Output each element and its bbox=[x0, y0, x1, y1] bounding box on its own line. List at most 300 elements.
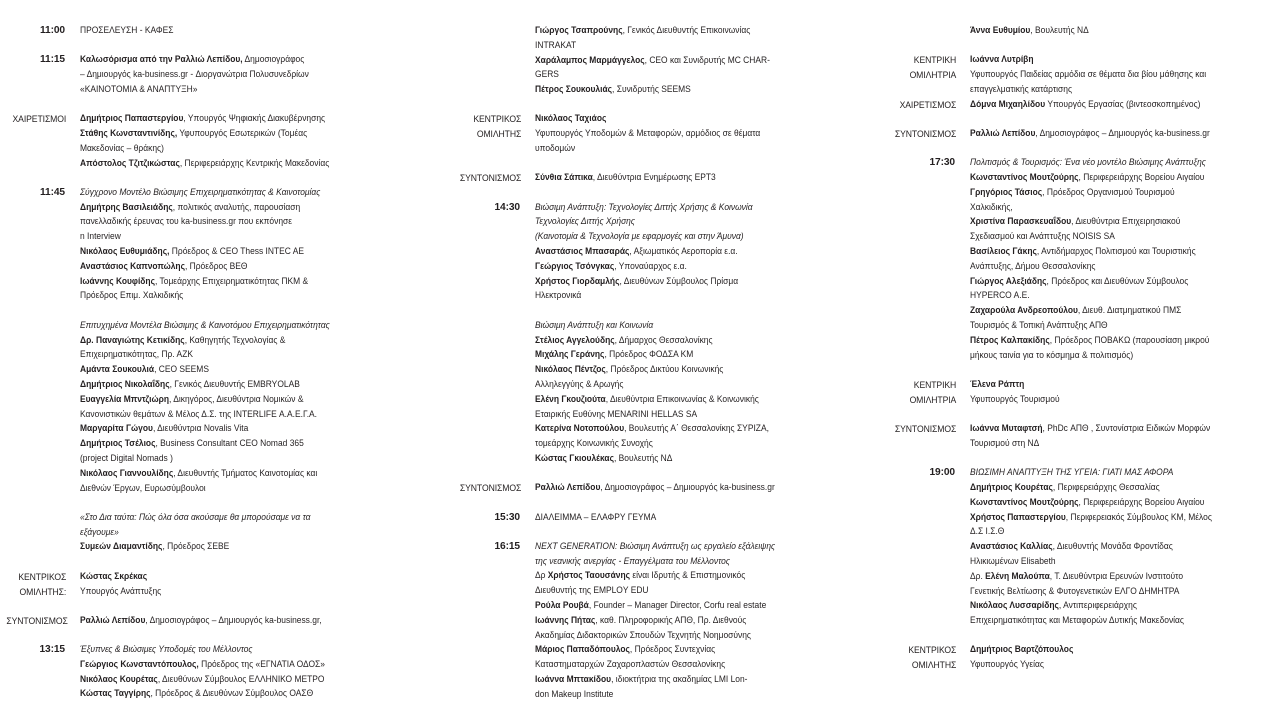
session-content bbox=[535, 319, 865, 467]
speaker-name: Μαργαρίτα Γώγου bbox=[80, 423, 153, 435]
speaker-title: , Πρόεδρος & Διευθύνων Σύμβουλος ΟΑΣΘ bbox=[150, 688, 314, 700]
speaker-name: Γεώργιος Τσόνγκας bbox=[535, 260, 615, 272]
speaker-title: , Πρόεδρος Δικτύου Κοινωνικής bbox=[605, 364, 724, 376]
session-line bbox=[80, 112, 397, 127]
speaker-name: Ραλλιώ Λεπίδου bbox=[80, 614, 146, 626]
speaker-title: Υπουργός Εργασίας (βιντεοσκοπημένος) bbox=[1045, 98, 1201, 110]
speaker-title: , Περιφερειάρχης Βορείου Αιγαίου bbox=[1078, 172, 1205, 184]
speaker-title: Χαλκιδικής, bbox=[970, 201, 1013, 213]
session-line bbox=[970, 643, 1227, 658]
speaker-title: , Διευθύντρια Ενημέρωσης ΕΡΤ3 bbox=[592, 172, 716, 184]
session-line bbox=[970, 525, 1227, 540]
speaker-name: Δημήτρης Βασιλειάδης bbox=[80, 201, 173, 213]
session-line bbox=[535, 629, 825, 644]
session-line bbox=[80, 511, 397, 526]
speaker-title: Επιχειρηματικότητας, Πρ. ΑΖΚ bbox=[80, 349, 193, 361]
session-topic: Πολιτισμός & Τουρισμός: Ένα νέο μοντέλο Βιώσιμης Ανάπτυξης bbox=[970, 157, 1206, 169]
speaker-title: , Διευθύνων Σύμβουλος ΕΛΛΗΝΙΚΟ ΜΕΤΡΟ bbox=[157, 673, 325, 685]
session-role-label bbox=[887, 24, 970, 39]
session-line bbox=[970, 466, 1227, 481]
session-role-label: ΣΥΝΤΟΝΙΣΜΟΣ bbox=[894, 423, 957, 435]
speaker-name: Μάριος Παπαδόπουλος bbox=[535, 644, 630, 656]
session-line bbox=[535, 275, 825, 290]
session-line bbox=[970, 186, 1227, 201]
session-content bbox=[535, 24, 865, 98]
speaker-title: , Πρόεδρος Οργανισμού Τουρισμού bbox=[1042, 186, 1175, 198]
session-line bbox=[970, 614, 1227, 629]
agenda-column-1 bbox=[0, 24, 440, 717]
agenda-session bbox=[0, 186, 440, 304]
speaker-name: Νικόλαος Λυσσαρίδης bbox=[970, 600, 1059, 612]
session-role-label: ΚΕΝΤΡΙΚΟΣ ΟΜΙΛΗΤΗΣ bbox=[908, 644, 957, 671]
speaker-name: Νικόλαος Ευθυμιάδης, bbox=[80, 246, 170, 258]
session-line bbox=[535, 334, 825, 349]
speaker-name: Ιωάννα Μυταφτσή bbox=[970, 423, 1043, 435]
speaker-title: , Διευθύντρια Επιχειρησιακού bbox=[1071, 216, 1181, 228]
session-line bbox=[970, 540, 1227, 555]
speaker-name: Χρήστος Παπαστεργίου bbox=[970, 511, 1066, 523]
speaker-title: «ΚΑΙΝΟΤΟΜΙΑ & ΑΝΑΠΤΥΞΗ» bbox=[80, 83, 198, 95]
session-line bbox=[535, 289, 825, 304]
session-line bbox=[535, 555, 825, 570]
session-role-label: ΣΥΝΤΟΝΙΣΜΟΣ bbox=[459, 172, 522, 184]
speaker-title: , Business Consultant CEO Nomad 365 bbox=[155, 438, 304, 450]
session-content bbox=[970, 127, 1262, 142]
speaker-name: Νικόλαος Γιαννουλίδης bbox=[80, 467, 174, 479]
session-line bbox=[970, 422, 1227, 437]
agenda-session bbox=[445, 540, 865, 703]
speaker-title: – Δημιουργός ka-business.gr - Διοργανώτρια Πολυσυνεδρίων bbox=[80, 69, 309, 81]
session-time: 14:30 bbox=[494, 201, 520, 213]
speaker-title: , Υποναύαρχος ε.α. bbox=[614, 260, 687, 272]
speaker-title: , ιδιοκτήτρια της ακαδημίας LMI Lon- bbox=[611, 673, 748, 685]
session-line bbox=[970, 496, 1227, 511]
session-topic: «Στο Δια ταύτα: Πώς όλα όσα ακούσαμε θα μπορούσαμε να τα bbox=[80, 511, 311, 523]
speaker-name: Ελένη Μαλούπα bbox=[985, 570, 1050, 582]
speaker-title: , Γενικός Διευθυντής EMBRYOLAB bbox=[169, 378, 300, 390]
agenda-session bbox=[445, 112, 865, 156]
session-line bbox=[970, 83, 1227, 98]
agenda-session bbox=[0, 319, 440, 497]
session-content bbox=[80, 643, 440, 702]
session-line bbox=[970, 585, 1227, 600]
session-role-label bbox=[452, 319, 535, 467]
speaker-name: Κωνσταντίνος Μουτζούρης bbox=[970, 496, 1079, 508]
speaker-title: Ηλικιωμένων Elisabeth bbox=[970, 555, 1056, 567]
session-line bbox=[535, 142, 825, 157]
session-line bbox=[970, 53, 1227, 68]
speaker-title: Υφυπουργός Υποδομών & Μεταφορών, αρμόδιος σε θέματα bbox=[535, 128, 761, 140]
session-line bbox=[80, 142, 397, 157]
agenda-session bbox=[445, 201, 865, 305]
speaker-name: Κώστας Σκρέκας bbox=[80, 570, 148, 582]
session-line bbox=[80, 319, 397, 334]
agenda-session bbox=[880, 643, 1262, 673]
session-line bbox=[80, 289, 397, 304]
speaker-title: n Interview bbox=[80, 231, 121, 243]
session-line bbox=[535, 230, 825, 245]
speaker-name: Αμάντα Σουκουλιά bbox=[80, 364, 155, 376]
speaker-title: , Τ. Διευθύντρια Ερευνών Ινστιτούτο bbox=[1049, 570, 1184, 582]
speaker-title: , Διευθύντρια Novalis Vita bbox=[152, 423, 249, 435]
speaker-title: , Βουλευτής Α΄ Θεσσαλονίκης ΣΥΡΙΖΑ, bbox=[624, 423, 769, 435]
session-line bbox=[535, 319, 825, 334]
session-line bbox=[970, 349, 1227, 364]
speaker-name: Γιώργος Τσαπρούνης bbox=[535, 25, 623, 36]
session-line bbox=[80, 467, 397, 482]
session-content bbox=[80, 53, 440, 97]
speaker-title: Δρ. bbox=[970, 570, 986, 582]
agenda-column-2 bbox=[445, 24, 865, 717]
session-line bbox=[80, 614, 397, 629]
speaker-title: , Δημοσιογράφος – Δημιουργός ka-business.gr bbox=[600, 482, 775, 494]
speaker-title: , Υπουργός Ψηφιακής Διακυβέρνησης bbox=[183, 113, 326, 125]
session-role-label: ΣΥΝΤΟΝΙΣΜΟΣ bbox=[459, 482, 522, 494]
session-line bbox=[535, 54, 825, 69]
speaker-title: Πρόεδρος & CEO Thess INTEC AE bbox=[169, 246, 305, 258]
session-topic: της νεανικής ανεργίας - Επαγγέλματα του Μέλλοντος bbox=[535, 555, 730, 567]
session-content bbox=[970, 156, 1262, 363]
speaker-title: , Πρόεδρος ΦΟΔΣΑ ΚΜ bbox=[604, 349, 694, 361]
session-line bbox=[535, 422, 825, 437]
speaker-name: Ραλλιώ Λεπίδου bbox=[970, 127, 1036, 139]
session-content bbox=[80, 112, 440, 171]
speaker-title: , Πρόεδρος ΠΟΒΑΚΩ (παρουσίαση μικρού bbox=[1049, 334, 1210, 346]
session-line bbox=[80, 422, 397, 437]
session-content bbox=[535, 112, 865, 156]
speaker-name: Ραλλιώ Λεπίδου bbox=[535, 482, 601, 494]
speaker-name: Δημήτριος Βαρτζόπουλος bbox=[970, 644, 1074, 656]
session-line bbox=[535, 393, 825, 408]
session-content bbox=[970, 422, 1262, 452]
session-line bbox=[535, 215, 825, 230]
session-topic: εξάγουμε» bbox=[80, 526, 119, 538]
speaker-title: Ηλεκτρονικά bbox=[535, 290, 582, 302]
session-content bbox=[970, 643, 1262, 673]
speaker-title: Υφυπουργός Τουρισμού bbox=[970, 393, 1060, 405]
speaker-name: Ιωάννα Μπτακίδου bbox=[535, 673, 612, 685]
session-line bbox=[970, 658, 1227, 673]
session-line bbox=[80, 452, 397, 467]
session-line bbox=[535, 171, 825, 186]
speaker-title: , Βουλευτής ΝΔ bbox=[1030, 25, 1089, 36]
session-line bbox=[970, 215, 1227, 230]
speaker-title: , Δικηγόρος, Διευθύντρια Νομικών & bbox=[168, 393, 304, 405]
session-line bbox=[80, 658, 397, 673]
session-line bbox=[535, 584, 825, 599]
speaker-title: Κανονιστικών θεμάτων & Μέλος Δ.Σ. της INTERLIFE Α.Α.Ε.Γ.Α. bbox=[80, 408, 318, 420]
speaker-title: Δημοσιογράφος bbox=[242, 54, 305, 66]
session-line bbox=[80, 157, 397, 172]
speaker-title: , Περιφερειακός Σύμβουλος ΚΜ, Μέλος bbox=[1065, 511, 1212, 523]
session-content bbox=[970, 24, 1262, 39]
session-line bbox=[80, 585, 397, 600]
speaker-title: , Περιφερειάρχης Κεντρικής Μακεδονίας bbox=[179, 157, 330, 169]
agenda-session bbox=[0, 112, 440, 171]
agenda-session bbox=[445, 171, 865, 186]
speaker-title: , Διευθ. Διατμηματικού ΠΜΣ bbox=[1077, 305, 1182, 317]
speaker-name: Δημήτριος Τσέλιος bbox=[80, 438, 156, 450]
session-line bbox=[535, 540, 825, 555]
speaker-name: Δόμνα Μιχαηλίδου bbox=[970, 98, 1046, 110]
session-line bbox=[970, 555, 1227, 570]
session-line bbox=[970, 24, 1227, 39]
speaker-title: Πρόεδρος Επιμ. Χαλκιδικής bbox=[80, 290, 184, 302]
session-line bbox=[535, 511, 825, 526]
session-line bbox=[535, 481, 825, 496]
speaker-title: HYPERCO A.E. bbox=[970, 290, 1030, 302]
session-topic: Επιτυχημένα Μοντέλα Βιώσιμης & Καινοτόμου Επιχειρηματικότητας bbox=[80, 319, 330, 331]
speaker-title: Δρ bbox=[535, 570, 548, 582]
session-line bbox=[80, 363, 397, 378]
session-line bbox=[535, 643, 825, 658]
session-role-label bbox=[6, 511, 80, 555]
session-line bbox=[535, 569, 825, 584]
speaker-title: , Γενικός Διευθυντής Επικοινωνίας bbox=[622, 25, 751, 36]
speaker-title: Ανάπτυξης, Δήμου Θεσσαλονίκης bbox=[970, 260, 1096, 272]
session-line bbox=[80, 201, 397, 216]
speaker-name: Αναστάσιος Καλλίας bbox=[970, 541, 1053, 553]
session-line bbox=[970, 171, 1227, 186]
speaker-name: Χρήστος Ταουσάνης bbox=[547, 570, 630, 582]
session-line bbox=[80, 643, 397, 658]
session-role-label: ΧΑΙΡΕΤΙΣΜΟΙ bbox=[12, 113, 67, 125]
session-time: 17:30 bbox=[929, 157, 955, 169]
session-role-label bbox=[6, 319, 80, 497]
session-line bbox=[535, 378, 825, 393]
session-line bbox=[80, 378, 397, 393]
session-line bbox=[80, 570, 397, 585]
session-line bbox=[535, 39, 825, 54]
speaker-title: , CEO SEEMS bbox=[154, 364, 209, 376]
speaker-name: Ζαχαρούλα Ανδρεοπούλου bbox=[970, 305, 1078, 317]
session-line bbox=[535, 127, 825, 142]
session-line bbox=[970, 511, 1227, 526]
agenda-session bbox=[880, 378, 1262, 408]
session-line bbox=[535, 658, 825, 673]
session-line bbox=[535, 260, 825, 275]
session-line bbox=[535, 245, 825, 260]
session-line bbox=[970, 570, 1227, 585]
speaker-title: Υφυπουργός Παιδείας αρμόδια σε θέματα δια βίου μάθησης και bbox=[970, 69, 1207, 81]
session-line bbox=[535, 112, 825, 127]
speaker-title: , Διευθύνων Σύμβουλος Πρίσμα bbox=[619, 275, 739, 287]
session-content bbox=[970, 378, 1262, 408]
speaker-title: , PhDc ΑΠΘ , Συντονίστρια Ειδικών Μορφών bbox=[1042, 423, 1211, 435]
speaker-name: Χαράλαμπος Μαρμάγγελος bbox=[535, 54, 645, 66]
session-line bbox=[970, 599, 1227, 614]
agenda-session bbox=[880, 53, 1262, 97]
session-topic: Έξυπνες & Βιώσιμες Υποδομές του Μέλλοντος bbox=[80, 644, 253, 656]
session-role-label: ΚΕΝΤΡΙΚΟΣ ΟΜΙΛΗΤΗΣ bbox=[473, 113, 522, 140]
session-line bbox=[970, 201, 1227, 216]
session-line bbox=[80, 83, 397, 98]
speaker-title: , Δημοσιογράφος – Δημιουργός ka-business.gr bbox=[1035, 127, 1210, 139]
speaker-title: Αλληλεγγύης & Αρωγής bbox=[535, 378, 624, 390]
speaker-name: Άννα Ευθυμίου bbox=[970, 25, 1031, 36]
session-line bbox=[535, 673, 825, 688]
session-line bbox=[970, 319, 1227, 334]
session-topic: Βιώσιμη Ανάπτυξη και Κοινωνία bbox=[535, 319, 654, 331]
session-role-label: ΣΥΝΤΟΝΙΣΜΟΣ bbox=[6, 614, 68, 626]
agenda-session bbox=[445, 511, 865, 526]
speaker-title: Διευθυντής της EMPLOY EDU bbox=[535, 585, 649, 597]
speaker-title: , Founder – Manager Director, Corfu real estate bbox=[588, 600, 767, 611]
speaker-name: Ελένη Γκουζιούτα bbox=[535, 393, 606, 405]
session-line bbox=[80, 526, 397, 541]
session-line bbox=[80, 393, 397, 408]
speaker-title: Διεθνών Έργων, Ευρωσύμβουλοι bbox=[80, 482, 206, 494]
session-line bbox=[970, 378, 1227, 393]
session-line bbox=[80, 127, 397, 142]
speaker-name: Βασίλειος Γάκης bbox=[970, 246, 1037, 258]
agenda-session bbox=[880, 466, 1262, 629]
session-line bbox=[80, 673, 397, 688]
speaker-name: Αναστάσιος Καπνοπώλης bbox=[80, 260, 185, 272]
speaker-name: Δημήτριος Παπαστεργίου bbox=[80, 113, 184, 125]
agenda-session bbox=[0, 570, 440, 600]
speaker-name: Γρηγόριος Τάσιος bbox=[970, 186, 1043, 198]
speaker-name: Κωνσταντίνος Μουτζούρης bbox=[970, 172, 1079, 184]
session-line bbox=[970, 156, 1227, 171]
session-line bbox=[535, 201, 825, 216]
speaker-name: Ιωάννης Πήτας bbox=[535, 614, 596, 626]
session-line bbox=[80, 334, 397, 349]
speaker-name: Ιωάννης Κουφίδης bbox=[80, 275, 155, 287]
speaker-title: , Δημοσιογράφος – Δημιουργός ka-business.gr, bbox=[145, 614, 322, 626]
session-line bbox=[80, 230, 397, 245]
session-line bbox=[80, 245, 397, 260]
session-line bbox=[535, 83, 825, 98]
session-line bbox=[970, 260, 1227, 275]
speaker-name: Ρούλα Ρουβά bbox=[535, 600, 589, 611]
session-line bbox=[970, 98, 1227, 113]
session-line bbox=[970, 437, 1227, 452]
speaker-name: Κατερίνα Νοτοπούλου bbox=[535, 423, 625, 435]
session-topic: Σύγχρονο Μοντέλο Βιώσιμης Επιχειρηματικότητας & Καινοτομίας bbox=[80, 186, 321, 198]
session-time: 11:45 bbox=[40, 186, 65, 198]
speaker-title: Ακαδημίας Διδακτορικών Σπουδών Τεχνητής Νοημοσύνης bbox=[535, 629, 751, 641]
speaker-title: , Αξιωματικός Αεροπορία ε.α. bbox=[629, 246, 738, 258]
session-line bbox=[535, 24, 825, 39]
speaker-title: , Συνιδρυτής SEEMS bbox=[612, 84, 691, 96]
speaker-name: Δρ. Παναγιώτης Κετικίδης bbox=[80, 334, 185, 346]
session-line bbox=[970, 230, 1227, 245]
session-line bbox=[80, 186, 397, 201]
speaker-title: , Πρόεδρος Συντεχνίας bbox=[629, 644, 716, 656]
session-line bbox=[970, 481, 1227, 496]
session-content bbox=[535, 201, 865, 305]
speaker-title: , Βουλευτής ΝΔ bbox=[613, 452, 673, 464]
session-line bbox=[535, 614, 825, 629]
session-content bbox=[80, 511, 440, 555]
speaker-title: , Πρόεδρος και Διευθύνων Σύμβουλος bbox=[1046, 275, 1189, 287]
speaker-name: Κώστας Γκιουλέκας bbox=[535, 452, 614, 464]
speaker-title: , Περιφερειάρχης Θεσσαλίας bbox=[1052, 481, 1160, 493]
speaker-title: ΠΡΟΣΕΛΕΥΣΗ - ΚΑΦΕΣ bbox=[80, 25, 174, 36]
session-content bbox=[970, 98, 1262, 113]
speaker-title: Γενετικής Βελτίωσης & Φυτογενετικών ΕΛΓΟ ΔΗΜΗΤΡΑ bbox=[970, 585, 1180, 597]
speaker-title: , Περιφερειάρχης Βορείου Αιγαίου bbox=[1078, 496, 1205, 508]
session-role-label: ΚΕΝΤΡΙΚΗ ΟΜΙΛΗΤΡΙΑ bbox=[909, 378, 957, 405]
session-line bbox=[970, 289, 1227, 304]
session-line bbox=[80, 482, 397, 497]
speaker-name: Συμεών Διαμαντίδης bbox=[80, 541, 163, 553]
speaker-name: Χριστίνα Παρασκευαΐδου bbox=[970, 216, 1072, 228]
session-content bbox=[535, 540, 865, 703]
session-line bbox=[970, 245, 1227, 260]
agenda-session bbox=[880, 422, 1262, 452]
speaker-name: Γιώργος Αλεξιάδης bbox=[970, 275, 1047, 287]
speaker-title: , Δήμαρχος Θεσσαλονίκης bbox=[614, 334, 713, 346]
speaker-title: Καταστηματαρχών Ζαχαροπλαστών Θεσσαλονίκης bbox=[535, 659, 726, 671]
speaker-title: Μακεδονίας – θράκης) bbox=[80, 142, 164, 154]
speaker-title: ΔΙΑΛΕΙΜΜΑ – ΕΛΑΦΡΥ ΓΕΥΜΑ bbox=[535, 511, 657, 523]
session-role-label: ΚΕΝΤΡΙΚΗ ΟΜΙΛΗΤΡΙΑ bbox=[909, 54, 957, 81]
session-content bbox=[970, 466, 1262, 629]
speaker-title: (project Digital Nomads ) bbox=[80, 452, 173, 464]
session-topic: Βιώσιμη Ανάπτυξη: Τεχνολογίες Διττής Χρήσης & Κοινωνία bbox=[535, 201, 753, 213]
agenda-session bbox=[0, 643, 440, 702]
session-content bbox=[970, 53, 1262, 97]
session-line bbox=[535, 437, 825, 452]
speaker-title: επαγγελματικής κατάρτισης bbox=[970, 83, 1073, 95]
speaker-title: μήκους ταινία για το κόσμημα & πολιτισμός) bbox=[970, 349, 1134, 361]
speaker-title: , Αντιδήμαρχος Πολιτισμού και Τουριστικής bbox=[1036, 246, 1196, 258]
speaker-title: πανελλαδικής έρευνας του ka-business.gr που εκπόνησε bbox=[80, 216, 293, 228]
speaker-name: Αναστάσιος Μπασαράς bbox=[535, 246, 630, 258]
speaker-name: Νικόλαος Ταχιάος bbox=[535, 113, 607, 125]
speaker-name: Πέτρος Σουκουλιάς bbox=[535, 84, 613, 96]
speaker-title: είναι Ιδρυτής & Επιστημονικός bbox=[629, 570, 746, 582]
agenda-session bbox=[0, 614, 440, 629]
agenda-session bbox=[445, 24, 865, 98]
agenda-session bbox=[880, 156, 1262, 363]
speaker-name: Στάθης Κωνσταντινίδης, bbox=[80, 127, 178, 139]
session-line bbox=[80, 215, 397, 230]
speaker-title: Επιχειρηματικότητας και Μεταφορών Δυτικής Μακεδονίας bbox=[970, 615, 1185, 627]
speaker-title: Τουρισμός & Τοπική Ανάπτυξης ΑΠΘ bbox=[970, 320, 1108, 332]
session-time: 13:15 bbox=[39, 644, 65, 656]
speaker-name: Πέτρος Καλπακίδης bbox=[970, 334, 1050, 346]
session-time: 16:15 bbox=[494, 540, 520, 552]
speaker-title: , CEO και Συνιδρυτής MC CHAR- bbox=[644, 54, 770, 66]
session-line bbox=[535, 599, 825, 614]
agenda-session bbox=[0, 511, 440, 555]
session-line bbox=[970, 127, 1227, 142]
agenda-session bbox=[0, 24, 440, 39]
speaker-name: Σύνθια Σάπικα bbox=[535, 172, 593, 184]
speaker-name: Δημήτριος Νικολαΐδης bbox=[80, 378, 170, 390]
agenda-session bbox=[0, 53, 440, 97]
agenda-session bbox=[445, 481, 865, 496]
speaker-name: Έλενα Ράπτη bbox=[970, 378, 1025, 390]
speaker-title: υποδομών bbox=[535, 143, 576, 155]
session-line bbox=[535, 68, 825, 83]
speaker-name: Μιχάλης Γεράνης bbox=[535, 349, 605, 361]
session-content bbox=[80, 570, 440, 600]
speaker-title: Πρόεδρος της «ΕΓΝΑΤΙΑ ΟΔΟΣ» bbox=[198, 658, 325, 670]
speaker-title: τομεάρχης Κοινωνικής Συνοχής bbox=[535, 438, 653, 450]
session-content bbox=[80, 614, 440, 629]
session-line bbox=[970, 68, 1227, 83]
session-role-label: ΧΑΙΡΕΤΙΣΜΟΣ bbox=[899, 98, 957, 110]
speaker-name: Στέλιος Αγγελούδης bbox=[535, 334, 615, 346]
session-line bbox=[80, 437, 397, 452]
session-line bbox=[535, 348, 825, 363]
speaker-name: Ιωάννα Λυτρίβη bbox=[970, 54, 1034, 66]
speaker-title: don Makeup Institute bbox=[535, 688, 614, 700]
